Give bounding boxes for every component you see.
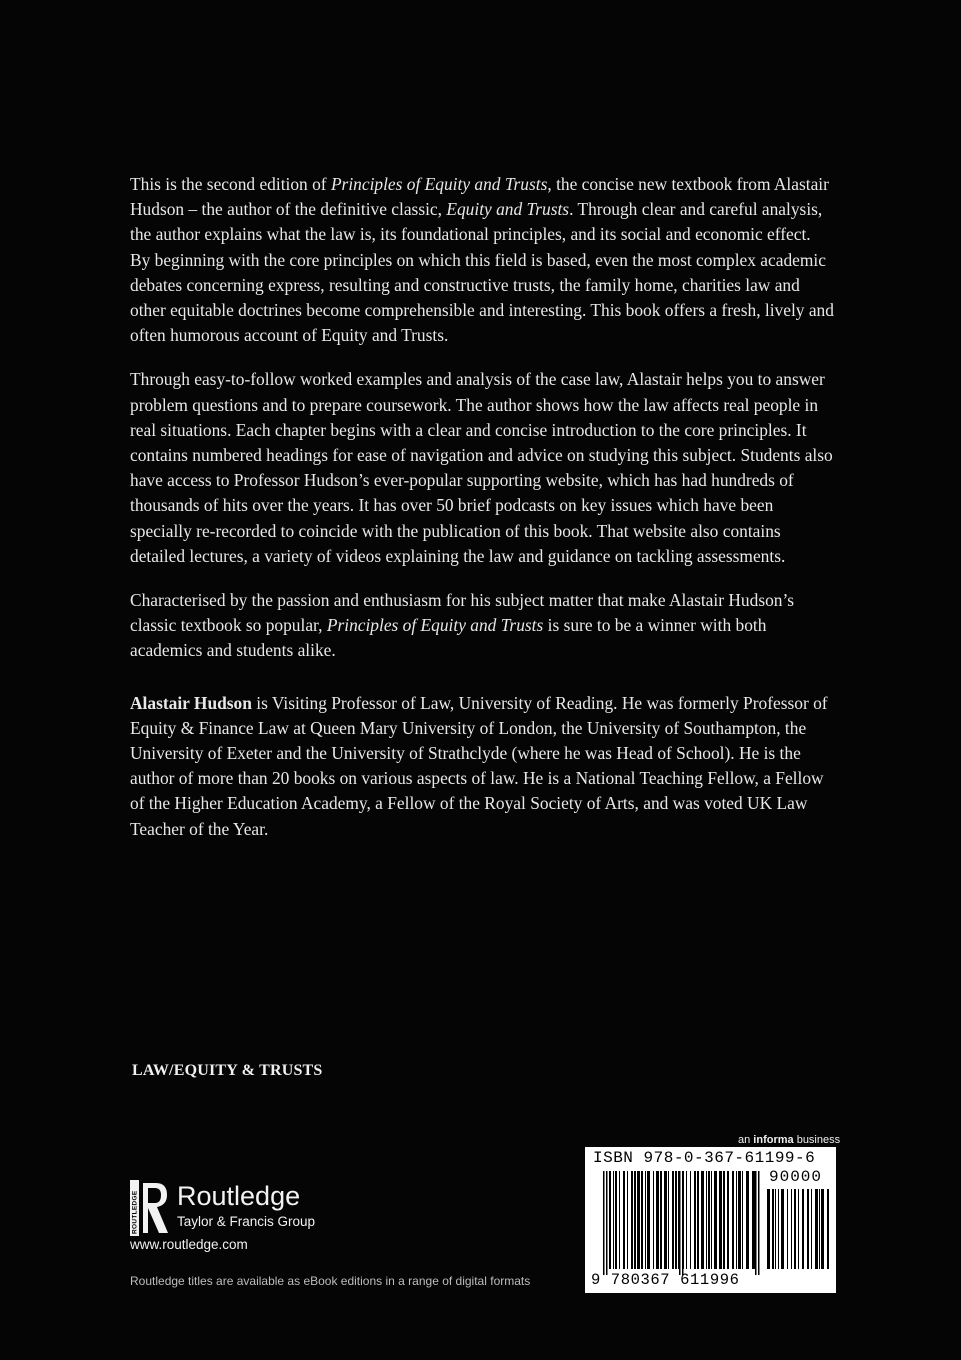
barcode-bar [686,1171,687,1269]
blurb-paragraph-2: Through easy-to-follow worked examples and analysis of the case law, Alastair helps you to answer problem questions and to prepare coursework. The author shows how the law affects real people in real situations. Each chapter begins with a clear and concise introduction to the core principles. It contains numbered headings for ease of navigation and advice on studying this subject. Students also have access to Professor Hudson’s ever-popular supporting website, which has had hundreds of thousands of hits over the years. It has over 50 brief podcasts on key issues which have been specially re-recorded to coincide with the publication of this book. That website also contains detailed lectures, a variety of videos explaining the law and guidance on tackling assessments. [130,369,833,566]
text-segment: Characterised by the passion and enthusiasm for his subject matter that make Alastair Hudson’s classic textbook so popular, [130,590,795,636]
barcode-bar [723,1171,725,1269]
author-bio [130,691,835,842]
barcode-bar [653,1171,654,1269]
barcode-bar [708,1171,710,1269]
barcode-bar [787,1189,788,1269]
ebook-note: Routledge titles are available as eBook editions in a range of digital formats [130,1274,531,1288]
barcode-bar [678,1171,679,1269]
routledge-vertical-logo-text: ROUTLEDGE [131,1190,139,1234]
barcode-bar [819,1189,820,1269]
italic-title-text: Principles of Equity and Trusts [326,615,544,636]
author-bio-text: is Visiting Professor of Law, University of Reading. He was formerly Professor of Equity & Finance Law at Queen Mary University of London, the University of Southampton, the University of Exeter and the University of Strathclyde (where he was Head of School). He is the author of more than 20 books on various aspects of law. He is a National Teaching Fellow, a Fellow of the Higher Education Academy, a Fellow of the Royal Society of Arts, and was voted UK Law Teacher of the Year. [130,692,828,839]
informa-prefix: an [738,1134,754,1146]
price-code: 90000 [769,1168,823,1186]
barcode-bar [631,1171,633,1269]
text-segment: , the concise new textbook from Alastair Hudson – the author of the definitive classic, [130,174,829,220]
barcode-bar [752,1171,755,1269]
barcode-digits: 9 780367 611996 [591,1271,740,1289]
back-cover-blurb [130,172,835,861]
barcode-bar [732,1171,734,1269]
addon-barcode-bars [767,1189,829,1269]
barcode-bar [798,1189,799,1269]
barcode-bar [772,1189,774,1269]
barcode-guard-bar [682,1171,684,1275]
subject-category: LAW/EQUITY & TRUSTS [132,1062,323,1079]
barcode-bar [738,1171,741,1269]
barcode-bar [736,1171,737,1269]
barcode-guard-bar [606,1171,608,1275]
barcode-bar [645,1171,646,1269]
barcode-bar [694,1171,696,1269]
barcode-bar [619,1171,620,1269]
barcode-bar [634,1171,636,1269]
barcode-bar [775,1189,776,1269]
barcode-bar [802,1189,804,1269]
informa-suffix: business [793,1134,841,1146]
barcode-bar [778,1189,779,1269]
informa-business-label [738,1134,840,1146]
barcode-bar [815,1189,818,1269]
text-segment: is sure to be a winner with both academics and students alike. [130,615,767,661]
barcode-bar [781,1189,784,1269]
informa-brand: informa [753,1134,794,1146]
barcode-bar [711,1171,712,1269]
barcode-bar [656,1171,659,1269]
barcode-bar [811,1189,812,1269]
text-segment: . Through clear and careful analysis, the author explains what the law is, its foundational principles, and its social and economic effect. By beginning with the core principles on which this field is based, even the most complex academic debates concerning express, resulting and constructive trusts, the family home, charities law and other equitable doctrines become comprehensible and interesting. This book offers a fresh, lively and often humorous account of Equity and Trusts. [130,199,834,346]
publisher-name: Routledge [177,1181,301,1211]
routledge-logo-icon [130,1180,170,1236]
barcode-bar [714,1171,717,1269]
barcode-bar [641,1171,643,1269]
barcode-bar [821,1189,824,1269]
main-barcode-bars [603,1171,760,1275]
isbn-barcode [585,1147,836,1293]
isbn-text: ISBN 978-0-367-61199-6 [593,1149,816,1167]
barcode-bar [609,1171,611,1269]
barcode-bar [791,1189,792,1269]
barcode-bar [664,1171,667,1269]
blurb-paragraph-1 [130,172,835,348]
barcode-bar [668,1171,669,1269]
barcode-guard-bar [755,1171,757,1275]
text-segment: This is the second edition of [130,174,331,194]
barcode-bar [746,1171,749,1269]
barcode-bar [690,1171,691,1269]
barcode-bar [827,1189,829,1269]
barcode-guard-bar [603,1171,605,1275]
barcode-bar [701,1171,704,1269]
barcode-bar [767,1189,770,1269]
barcode-bar [623,1171,625,1269]
barcode-bar [613,1171,614,1269]
author-name: Alastair Hudson [130,692,252,713]
barcode-bar [727,1171,729,1269]
barcode-bar [660,1171,662,1269]
barcode-bar [719,1171,722,1269]
italic-title-text: Principles of Equity and Trusts [330,174,548,194]
barcode-bar [637,1171,640,1269]
publisher-block [130,1180,390,1260]
barcode-bar [627,1171,628,1269]
barcode-guard-bar [679,1171,681,1275]
barcode-bar [697,1171,699,1269]
barcode-bar [794,1189,796,1269]
barcode-bar [706,1171,707,1269]
italic-title-text: Equity and Trusts [446,199,570,220]
publisher-url[interactable]: www.routledge.com [130,1237,248,1252]
barcode-bar [672,1171,674,1269]
barcode-bar [807,1189,809,1269]
publisher-group: Taylor & Francis Group [177,1214,316,1229]
barcode-guard-bar [758,1171,760,1275]
barcode-bar [647,1171,650,1269]
barcode-bar [742,1171,743,1269]
barcode-bar [675,1171,677,1269]
barcode-bar [615,1171,617,1269]
blurb-paragraph-3 [130,588,835,664]
